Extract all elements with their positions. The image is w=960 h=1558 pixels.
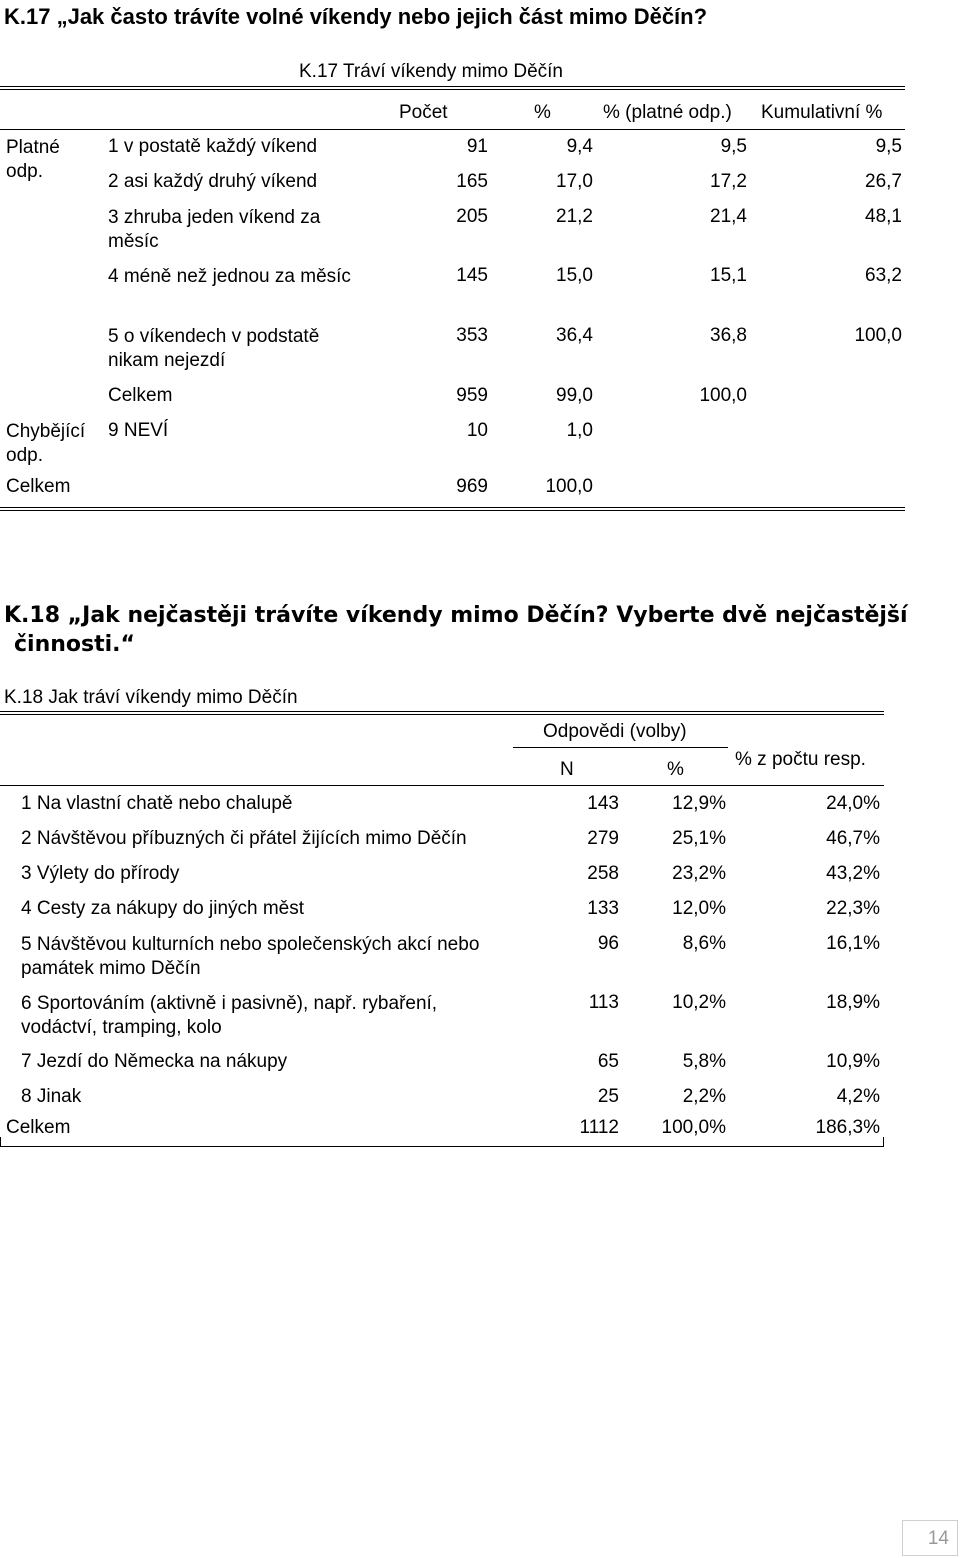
row-valid-percent: 36,8 <box>710 325 747 346</box>
section-heading-k17: K.17 „Jak často trávíte volné víkendy nebo jejich část mimo Děčín? <box>4 4 708 29</box>
row-percent: 36,4 <box>556 325 593 346</box>
row-percent-respondents: 16,1% <box>826 933 880 954</box>
row-cumulative: 9,5 <box>875 136 902 157</box>
table-bottom-rule <box>0 1146 884 1147</box>
row-percent: 12,9% <box>672 793 726 814</box>
row-label: 8 Jinak <box>21 1086 82 1107</box>
row-percent-respondents: 24,0% <box>826 793 880 814</box>
row-percent: 23,2% <box>672 863 726 884</box>
row-n: 279 <box>587 828 619 849</box>
row-n: 133 <box>587 898 619 919</box>
row-label: 3 Výlety do přírody <box>21 863 180 884</box>
row-valid-percent: 21,4 <box>710 206 747 227</box>
row-label: 4 méně než jednou za měsíc <box>108 266 351 287</box>
row-n: 25 <box>597 1086 619 1107</box>
row-percent: 25,1% <box>672 828 726 849</box>
page-number: 14 <box>927 1528 949 1549</box>
header-valid-percent: % (platné odp.) <box>603 102 732 123</box>
row-n: 143 <box>587 793 619 814</box>
row-count: 145 <box>456 265 488 286</box>
page-number-box <box>902 1520 958 1556</box>
table-title-k18: K.18 Jak tráví víkendy mimo Děčín <box>4 687 298 708</box>
row-label: 1 v postatě každý víkend <box>108 136 318 157</box>
row-count: 353 <box>456 325 488 346</box>
row-cumulative: 26,7 <box>865 171 902 192</box>
row-percent: 99,0 <box>556 385 593 406</box>
row-count: 959 <box>456 385 488 406</box>
row-valid-percent: 15,1 <box>710 265 747 286</box>
row-percent: 100,0% <box>661 1117 726 1138</box>
row-percent: 5,8% <box>682 1051 726 1072</box>
header-n: N <box>560 759 574 780</box>
row-label: 2 Návštěvou příbuzných či přátel žijících mimo Děčín <box>21 828 467 849</box>
row-percent: 21,2 <box>556 206 593 227</box>
row-percent-respondents: 186,3% <box>815 1117 880 1138</box>
header-rule <box>0 785 884 786</box>
row-label: Celkem <box>108 385 173 406</box>
table-top-rule <box>0 711 884 715</box>
row-label: 1 Na vlastní chatě nebo chalupě <box>21 793 293 814</box>
row-valid-percent: 9,5 <box>720 136 747 157</box>
row-label: 6 Sportováním (aktivně i pasivně), např. rybaření, vodáctví, tramping, kolo <box>21 993 438 1038</box>
table-left-tick <box>0 1137 1 1147</box>
row-n: 96 <box>597 933 619 954</box>
row-percent-respondents: 10,9% <box>826 1051 880 1072</box>
table-bottom-rule <box>0 507 905 511</box>
header-count: Počet <box>399 102 448 123</box>
row-label: 3 zhruba jeden víkend za měsíc <box>108 207 321 252</box>
row-n: 113 <box>588 992 619 1013</box>
row-n: 258 <box>587 863 619 884</box>
row-n: 1112 <box>579 1117 619 1138</box>
table-right-tick <box>883 1137 884 1147</box>
row-percent: 12,0% <box>672 898 726 919</box>
section-heading-k18 <box>4 601 908 659</box>
row-label: 5 o víkendech v podstatě nikam nejezdí <box>108 326 320 371</box>
row-n: 65 <box>597 1051 619 1072</box>
row-percent: 8,6% <box>682 933 726 954</box>
header-group-rule <box>513 747 728 748</box>
row-percent: 2,2% <box>682 1086 726 1107</box>
row-cumulative: 100,0 <box>854 325 902 346</box>
row-percent: 10,2% <box>672 992 726 1013</box>
row-percent-respondents: 22,3% <box>826 898 880 919</box>
row-percent-respondents: 4,2% <box>836 1086 880 1107</box>
row-count: 91 <box>466 136 488 157</box>
row-label: 5 Návštěvou kulturních nebo společenských akcí nebo památek mimo Děčín <box>21 934 480 979</box>
row-percent-respondents: 18,9% <box>826 992 880 1013</box>
row-label: 4 Cesty za nákupy do jiných měst <box>21 898 305 919</box>
row-percent: 1,0 <box>566 420 593 441</box>
row-label: 9 NEVÍ <box>108 420 169 441</box>
row-label: Celkem <box>6 476 71 497</box>
row-percent: 9,4 <box>566 136 593 157</box>
row-count: 969 <box>456 476 488 497</box>
group-label-valid: Platné odp. <box>6 137 60 182</box>
row-percent: 100,0 <box>545 476 593 497</box>
row-count: 10 <box>466 420 488 441</box>
row-label: 2 asi každý druhý víkend <box>108 171 318 192</box>
header-answers-group: Odpovědi (volby) <box>543 721 687 742</box>
row-valid-percent: 17,2 <box>710 171 747 192</box>
table-top-rule <box>0 86 905 90</box>
header-percent-respondents: % z počtu resp. <box>735 749 866 770</box>
heading-line-1: K.18 „Jak nejčastěji trávíte víkendy mimo Děčín? Vyberte dvě nejčastější <box>4 603 908 628</box>
group-label-missing: Chybějící odp. <box>6 421 86 466</box>
row-count: 165 <box>456 171 488 192</box>
row-percent: 17,0 <box>556 171 593 192</box>
header-rule <box>0 129 905 130</box>
row-percent-respondents: 43,2% <box>826 863 880 884</box>
row-cumulative: 63,2 <box>865 265 902 286</box>
header-percent: % <box>534 102 551 123</box>
heading-line-2: činnosti.“ <box>14 632 135 657</box>
header-percent: % <box>667 759 684 780</box>
row-cumulative: 48,1 <box>865 206 902 227</box>
row-count: 205 <box>456 206 488 227</box>
row-label: 7 Jezdí do Německa na nákupy <box>21 1051 288 1072</box>
header-cumulative-percent: Kumulativní % <box>761 102 883 123</box>
row-percent: 15,0 <box>556 265 593 286</box>
table-title-k17: K.17 Tráví víkendy mimo Děčín <box>299 61 563 82</box>
row-label: Celkem <box>6 1117 71 1138</box>
row-valid-percent: 100,0 <box>699 385 747 406</box>
row-percent-respondents: 46,7% <box>826 828 880 849</box>
